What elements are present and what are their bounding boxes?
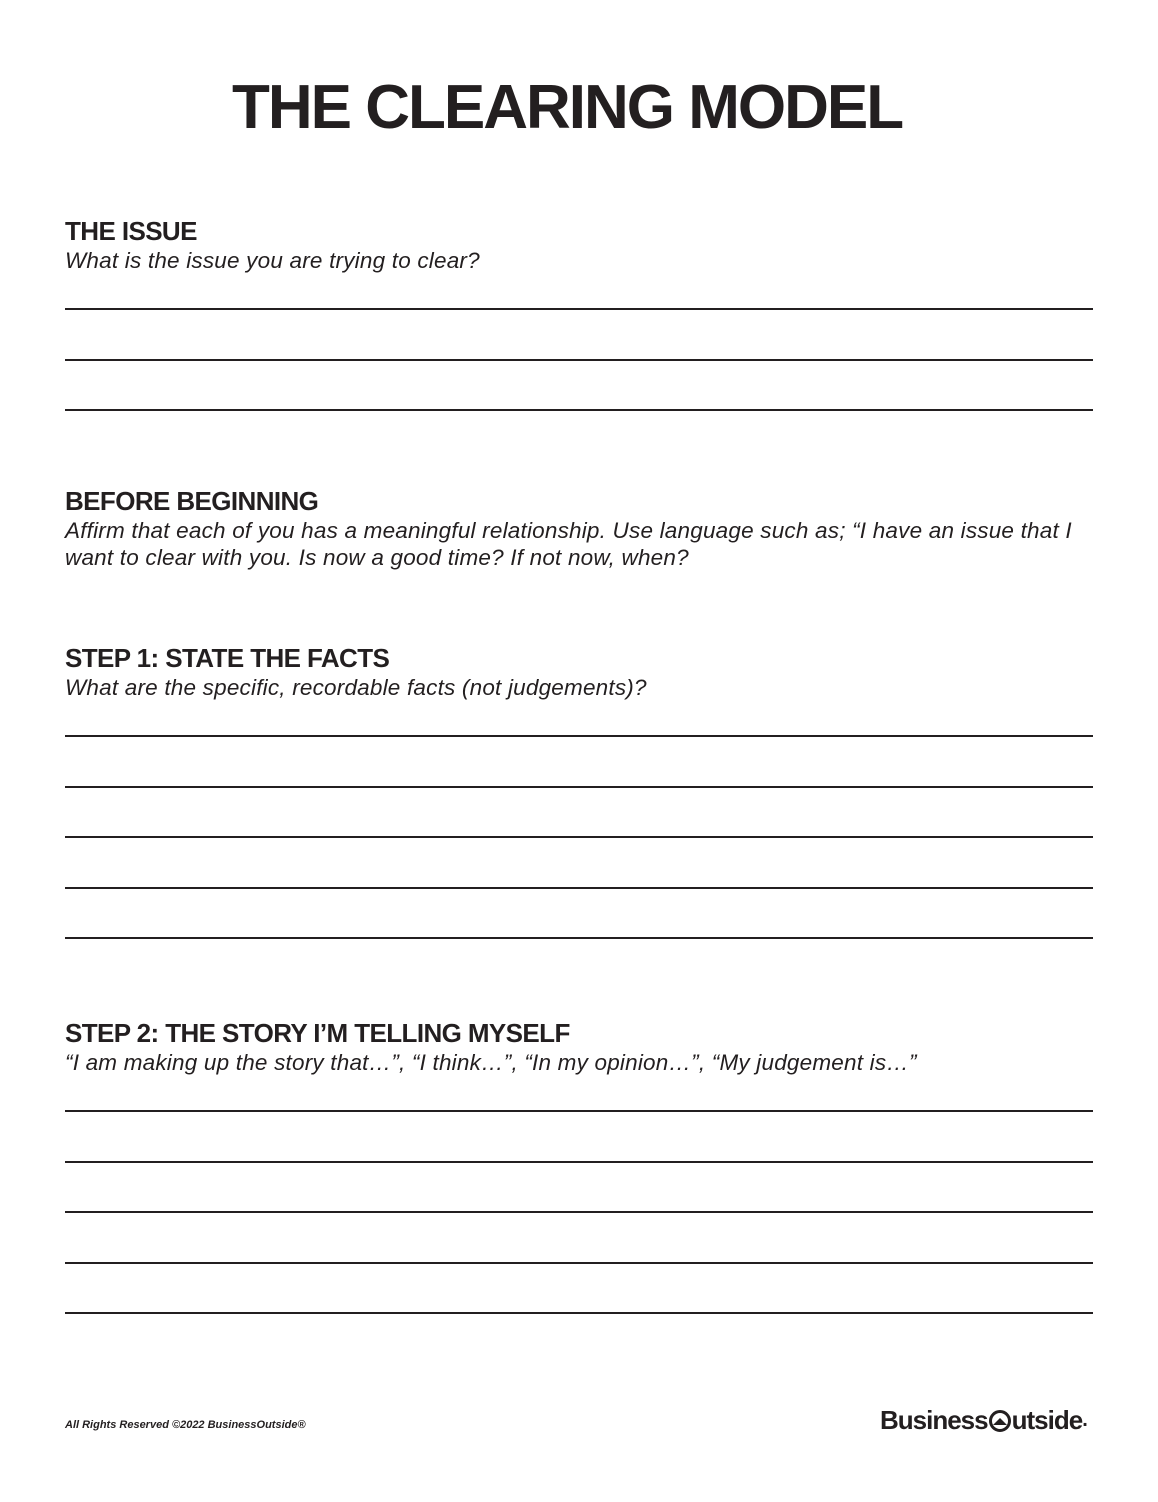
writing-line[interactable] (65, 359, 1093, 361)
section-prompt: What is the issue you are trying to clear? (65, 248, 480, 273)
writing-lines (65, 735, 1093, 939)
section-heading: STEP 1: STATE THE FACTS (65, 643, 390, 673)
section-step-2 (65, 1017, 1093, 1363)
section-step-1 (65, 642, 1093, 988)
mountain-logo-icon (989, 1410, 1011, 1432)
writing-line[interactable] (65, 735, 1093, 737)
section-the-issue (65, 215, 1093, 460)
section-heading: STEP 2: THE STORY I’M TELLING MYSELF (65, 1018, 570, 1048)
writing-line[interactable] (65, 1161, 1093, 1163)
section-prompt: What are the specific, recordable facts (not judgements)? (65, 675, 647, 700)
writing-lines (65, 308, 1093, 411)
businessoutside-logo (880, 1405, 1087, 1436)
writing-line[interactable] (65, 937, 1093, 939)
section-before-beginning (65, 485, 1093, 571)
section-prompt: “I am making up the story that…”, “I think…”, “In my opinion…”, “My judgement is…” (65, 1050, 917, 1075)
writing-line[interactable] (65, 887, 1093, 889)
writing-line[interactable] (65, 1312, 1093, 1314)
logo-dot: . (1082, 1409, 1087, 1431)
writing-line[interactable] (65, 308, 1093, 310)
section-heading: BEFORE BEGINNING (65, 486, 319, 516)
writing-line[interactable] (65, 1262, 1093, 1264)
copyright-notice: All Rights Reserved ©2022 BusinessOutside® (65, 1419, 306, 1431)
logo-text-right: utside (1011, 1405, 1083, 1435)
logo-text-left: Business (880, 1405, 988, 1435)
writing-line[interactable] (65, 409, 1093, 411)
writing-lines (65, 1110, 1093, 1314)
writing-line[interactable] (65, 1211, 1093, 1213)
writing-line[interactable] (65, 836, 1093, 838)
section-heading: THE ISSUE (65, 216, 197, 246)
writing-line[interactable] (65, 786, 1093, 788)
writing-line[interactable] (65, 1110, 1093, 1112)
page-title: THE CLEARING MODEL (232, 73, 903, 142)
section-prompt: Affirm that each of you has a meaningful relationship. Use language such as; “I have an issue that I want to clear with you. Is now a good time? If not now, when? (65, 518, 1072, 570)
